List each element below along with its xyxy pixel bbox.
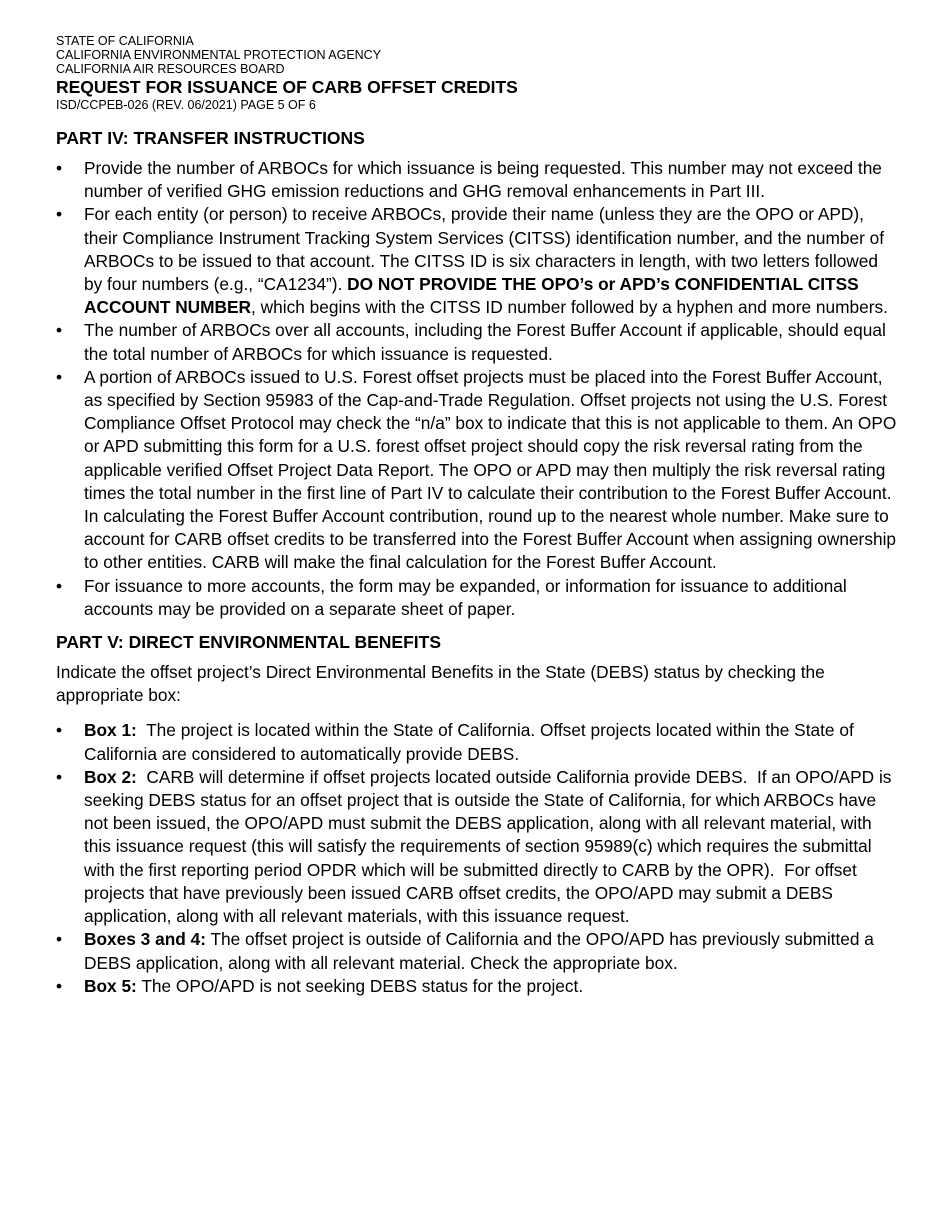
instruction-warning-bold: DO NOT PROVIDE THE OPO’s or APD’s CONFIDENTIAL CITSS ACCOUNT NUMBER (84, 274, 859, 318)
box5-label: Box 5: (84, 975, 137, 996)
list-item (56, 975, 900, 998)
box1-description: The project is located within the State of California. Offset projects located within the State of California are considered to automatically provide DEBS. (84, 720, 859, 764)
list-item (56, 157, 900, 203)
list-item (56, 719, 900, 765)
list-item (56, 319, 900, 365)
instruction-text: For issuance to more accounts, the form may be expanded, or information for issuance to additional accounts may be provided on a separate sheet of paper. (84, 575, 847, 619)
part4-instruction-list (56, 157, 900, 621)
bullet-icon: • (56, 204, 63, 225)
header-state-line: STATE OF CALIFORNIA (56, 34, 194, 48)
bullet-icon: • (56, 975, 63, 996)
header-agency-line: CALIFORNIA ENVIRONMENTAL PROTECTION AGENCY (56, 48, 382, 62)
bullet-icon: • (56, 720, 63, 741)
form-id-page-number: ISD/CCPEB-026 (REV. 06/2021) PAGE 5 OF 6 (56, 98, 316, 112)
box1-label: Box 1: (84, 720, 137, 741)
list-item (56, 575, 900, 621)
list-item (56, 766, 900, 928)
bullet-icon: • (56, 929, 63, 950)
list-item (56, 203, 900, 319)
bullet-icon: • (56, 366, 63, 387)
instruction-text: , which begins with the CITSS ID number followed by a hyphen and more numbers. (251, 297, 888, 318)
instruction-text: A portion of ARBOCs issued to U.S. Forest offset projects must be placed into the Forest Buffer Account, as specified by Section 95983 of the Cap-and-Trade Regulation. Offset projects not using the U.S. Forest Compliance Offset Protocol may check the “n/a” box to indicate that this is not applicable to them. An OPO or APD submitting this form for a U.S. forest offset project should copy the risk reversal rating from the applicable verified Offset Project Data Report. The OPO or APD may then multiply the risk reversal rating times the total number in the first line of Part IV to calculate their contribution to the Forest Buffer Account. In calculating the Forest Buffer Account contribution, round up to the nearest whole number. Make sure to account for CARB offset credits to be transferred into the Forest Buffer Account when assigning ownership to other entities. CARB will make the final calculation for the Forest Buffer Account. (84, 366, 897, 573)
box2-label: Box 2: (84, 766, 137, 787)
instruction-text: Provide the number of ARBOCs for which issuance is being requested. This number may not exceed the number of verified GHG emission reductions and GHG removal enhancements in Part III. (84, 158, 882, 202)
box5-description: The OPO/APD is not seeking DEBS status for the project. (136, 975, 584, 996)
part5-intro: Indicate the offset project’s Direct Environmental Benefits in the State (DEBS) status by checking the appropriate box: (56, 662, 825, 706)
bullet-icon: • (56, 766, 63, 787)
form-header (56, 34, 900, 112)
instruction-text: For each entity (or person) to receive ARBOCs, provide their name (unless they are the OPO or APD), their Compliance Instrument Tracking System Services (CITSS) identification number, and the number of ARBOCs to be issued to that account. The CITSS ID is six characters in length, with two letters followed by four numbers (e.g., “CA1234”). (84, 204, 885, 295)
instruction-text: The number of ARBOCs over all accounts, including the Forest Buffer Account if applicable, should equal the total number of ARBOCs for which issuance is requested. (84, 320, 886, 364)
form-title: REQUEST FOR ISSUANCE OF CARB OFFSET CREDITS (56, 77, 518, 97)
header-board-line: CALIFORNIA AIR RESOURCES BOARD (56, 62, 285, 76)
box2-description: CARB will determine if offset projects located outside California provide DEBS. If an OPO/APD is seeking DEBS status for an offset project that is outside the State of California, for which ARBOCs have not been issued, the OPO/APD must submit the DEBS application, along with all relevant material, with this issuance request (this will satisfy the requirements of section 95989(c) which requires the submittal with the first reporting period OPDR which will be submitted directly to CARB by the OPR). For offset projects that have previously been issued CARB offset credits, the OPO/APD may submit a DEBS application, along with all relevant materials, with this issuance request. (84, 766, 897, 927)
bullet-icon: • (56, 575, 63, 596)
list-item (56, 366, 900, 575)
boxes3-4-label: Boxes 3 and 4: (84, 929, 206, 950)
bullet-icon: • (56, 158, 63, 178)
list-item (56, 928, 900, 974)
part4-heading: PART IV: TRANSFER INSTRUCTIONS (56, 128, 365, 148)
part5-heading: PART V: DIRECT ENVIRONMENTAL BENEFITS (56, 632, 442, 653)
part5-box-list (56, 719, 900, 997)
boxes3-4-description: The offset project is outside of California and the OPO/APD has previously submitted a DEBS application, along with all relevant material. Check the appropriate box. (84, 929, 874, 973)
bullet-icon: • (56, 320, 63, 341)
